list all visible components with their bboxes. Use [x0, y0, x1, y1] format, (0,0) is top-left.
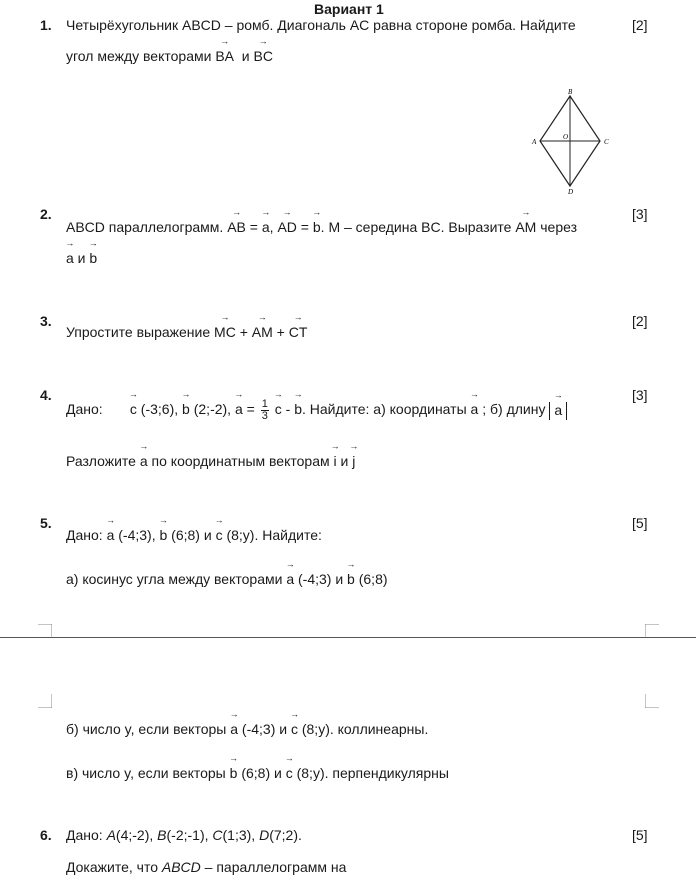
- page-divider: [0, 637, 696, 638]
- point-d: D: [259, 827, 270, 843]
- p3-plus2: +: [272, 324, 289, 340]
- p6-b-coords: (-2;-1),: [166, 827, 213, 843]
- problem-1-line1: Четырёхугольник ABCD – ромб. Диагональ AC равна стороне ромба. Найдите: [66, 17, 576, 33]
- vector-c: → c: [286, 765, 293, 782]
- p2-seg1: ABCD параллелограмм.: [66, 219, 228, 235]
- vector-ct: → CT: [289, 324, 308, 341]
- p3-prefix: Упростите выражение: [66, 324, 215, 340]
- problem-6-points: [5]: [632, 827, 648, 843]
- vector-b: → b: [313, 219, 321, 236]
- problem-5-part-c: [66, 765, 449, 782]
- p4-and: и: [336, 453, 353, 469]
- p5b-c-coords: (8;y). коллинеарны.: [297, 721, 429, 737]
- vector-a: → a: [140, 453, 148, 470]
- figure-abcd: ABCD: [161, 859, 201, 875]
- crop-mark-bottom-right: [645, 694, 659, 708]
- p5-a-coords: (-4;3),: [114, 527, 160, 543]
- problem-1-line2: угол между векторами → BA и → BC: [66, 48, 273, 65]
- vector-ba: → BA: [215, 48, 234, 65]
- vector-a: → a: [262, 219, 270, 236]
- vertex-d-label: D: [568, 188, 574, 196]
- vector-mc: → MC: [214, 324, 236, 341]
- p6-prove-suffix: – параллелограмм на: [200, 859, 347, 875]
- fraction-denominator: 3: [261, 410, 268, 422]
- vector-a: → a: [66, 250, 74, 267]
- vector-a: → a: [554, 402, 562, 419]
- p6-given: Дано:: [66, 827, 107, 843]
- vector-i: → i: [334, 453, 337, 470]
- p4-b-coords: (2;-2),: [189, 401, 235, 418]
- fraction-numerator: 1: [261, 398, 268, 410]
- p4-given: Дано:: [66, 401, 103, 418]
- vector-am: → AM: [252, 324, 273, 341]
- vector-a: → a: [230, 721, 238, 738]
- vector-b: → b: [89, 250, 97, 267]
- vector-ab: → AB: [227, 219, 246, 236]
- vector-a: → a: [235, 401, 243, 418]
- vertex-b-label: B: [568, 88, 573, 96]
- p5c-prefix: в) число y, если векторы: [66, 765, 230, 781]
- vector-c: → c: [216, 527, 223, 544]
- vector-c: → c: [130, 401, 137, 418]
- problem-3-points: [2]: [632, 313, 648, 329]
- problem-1-number: 1.: [40, 17, 52, 33]
- p5c-b-coords: (6;8) и: [237, 765, 286, 781]
- problem-6-given: [66, 827, 302, 844]
- p5c-c-coords: (8;y). перпендикулярны: [292, 765, 449, 781]
- p4-c-coords: (-3;6),: [136, 401, 183, 418]
- problem-2-points: [3]: [632, 206, 648, 222]
- p4-eq: =: [242, 401, 259, 418]
- problem-4-number: 4.: [40, 387, 52, 403]
- vertex-c-label: C: [604, 138, 609, 146]
- p5-b-coords: (6;8) и: [167, 527, 216, 543]
- vector-j: → j: [352, 453, 355, 470]
- problem-2-line2: [66, 250, 97, 267]
- problem-3-number: 3.: [40, 313, 52, 329]
- vector-a: → a: [471, 401, 479, 418]
- crop-mark-top-left: [38, 624, 52, 638]
- problem-5-number: 5.: [40, 515, 52, 531]
- p6-prove-prefix: Докажите, что: [66, 859, 162, 875]
- p5a-a-coords: (-4;3) и: [294, 571, 348, 587]
- p6-c-coords: (1;3),: [222, 827, 260, 843]
- p4-find: . Найдите: а) координаты: [302, 401, 471, 418]
- vector-a: → a: [286, 571, 294, 588]
- p6-a-coords: (4;-2),: [115, 827, 158, 843]
- p2-seg3: через: [536, 219, 577, 235]
- problem-5-part-a: [66, 571, 388, 588]
- p2-seg2: . M – середина BC. Выразите: [320, 219, 516, 235]
- problem-1-points: [2]: [632, 17, 648, 33]
- vector-b: → b: [182, 401, 190, 418]
- p2-eq1: =: [245, 219, 262, 235]
- vector-a: → a: [107, 527, 115, 544]
- crop-mark-bottom-left: [38, 694, 52, 708]
- problem-1-line2-prefix: угол между векторами: [66, 48, 216, 64]
- p5-given: Дано:: [66, 527, 107, 543]
- p5b-prefix: б) число y, если векторы: [66, 721, 231, 737]
- problem-4-line1: [66, 399, 567, 422]
- p4-line2-mid: по координатным векторам: [147, 453, 334, 469]
- point-c: C: [212, 827, 223, 843]
- vector-ad: → AD: [277, 219, 296, 236]
- problem-3-expression: [66, 324, 307, 341]
- vector-c: → c: [275, 401, 282, 418]
- p5-c-coords: (8;y). Найдите:: [222, 527, 322, 543]
- p2-comma: ,: [269, 219, 278, 235]
- problem-6-prove: [66, 859, 346, 876]
- p4-find2: ; б) длину: [478, 401, 550, 418]
- vertex-a-label: A: [532, 138, 537, 146]
- problem-2-line1: [66, 219, 577, 236]
- p4-minus: -: [281, 401, 295, 418]
- center-o-label: O: [563, 133, 569, 141]
- vector-am: → AM: [515, 219, 536, 236]
- p6-d-coords: (7;2).: [269, 827, 302, 843]
- p5a-prefix: а) косинус угла между векторами: [66, 571, 287, 587]
- problem-5-part-b: [66, 721, 428, 738]
- variant-title: Вариант 1: [314, 1, 384, 17]
- vector-b: → b: [160, 527, 168, 544]
- problem-4-points: [3]: [632, 387, 648, 403]
- problem-4-line2: [66, 453, 355, 470]
- rhombus-figure: [528, 86, 612, 196]
- vector-c: → c: [291, 721, 298, 738]
- problem-5-points: [5]: [632, 515, 648, 531]
- vector-b: → b: [347, 571, 355, 588]
- vector-bc: → BC: [254, 48, 273, 65]
- vector-b: → b: [294, 401, 302, 418]
- p2-and: и: [73, 250, 90, 266]
- p2-eq2: =: [296, 219, 313, 235]
- problem-6-number: 6.: [40, 827, 52, 843]
- vector-b: → b: [230, 765, 238, 782]
- problem-5-given: [66, 527, 322, 544]
- vector-a-magnitude: [549, 402, 567, 420]
- fraction-one-third: [261, 399, 269, 422]
- crop-mark-top-right: [645, 624, 659, 638]
- p5b-a-coords: (-4;3) и: [238, 721, 291, 737]
- point-a: A: [106, 827, 116, 843]
- problem-2-number: 2.: [40, 206, 52, 222]
- p3-plus1: +: [235, 324, 252, 340]
- p4-line2-prefix: Разложите: [66, 453, 140, 469]
- p5a-b-coords: (6;8): [354, 571, 388, 587]
- point-b: B: [157, 827, 167, 843]
